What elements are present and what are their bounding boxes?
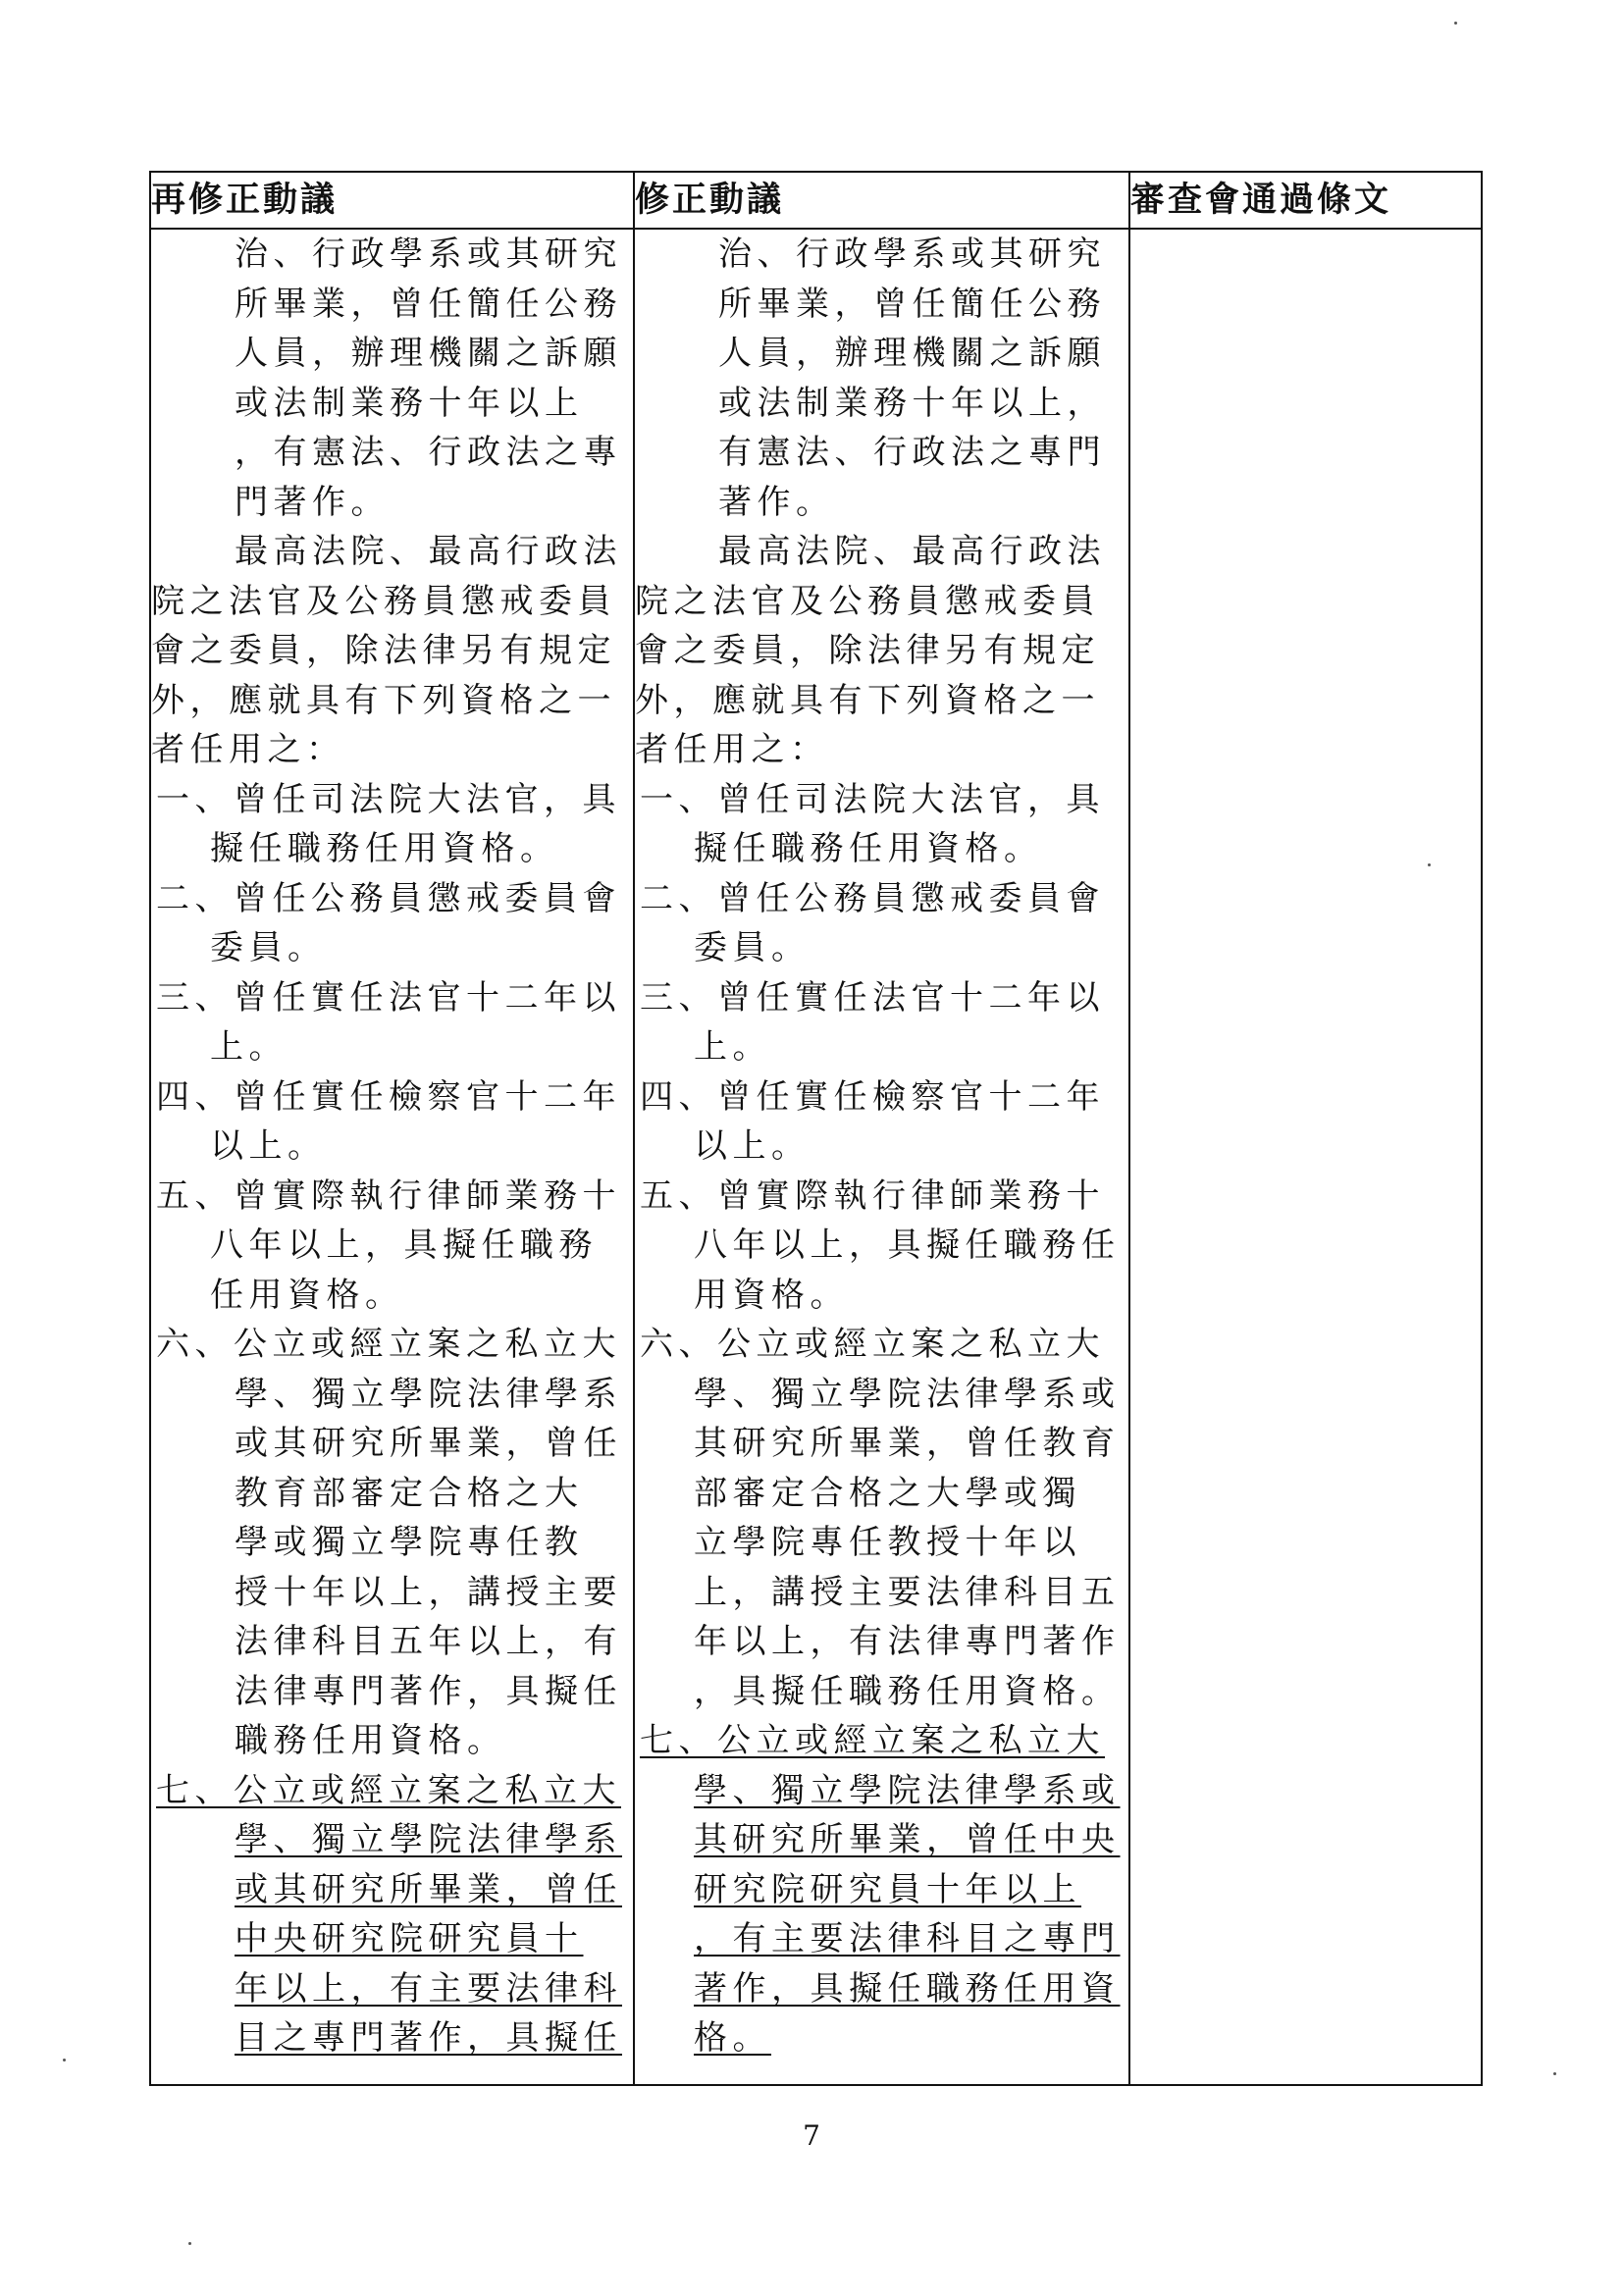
revised-motion-line xyxy=(151,2013,633,2063)
revised-motion-line xyxy=(151,1122,633,1172)
revised-motion-line xyxy=(151,676,633,726)
amendment-motion-line xyxy=(635,1320,1128,1370)
amendment-motion-line xyxy=(635,1469,1128,1519)
amendment-motion-line xyxy=(635,329,1128,379)
amendment-motion-line xyxy=(635,478,1128,528)
amendment-motion-line xyxy=(635,923,1128,973)
amendment-motion-line-text: 七、公立或經立案之私立大 xyxy=(640,1721,1105,1760)
amendment-motion-line-text: 有憲法、行政法之專門 xyxy=(718,433,1106,472)
revised-motion-line-text: 中央研究院研究員十 xyxy=(235,1919,584,1958)
amendment-motion-line xyxy=(635,379,1128,429)
revised-motion-line xyxy=(151,1271,633,1321)
revised-motion-cell xyxy=(150,229,634,2085)
amendment-motion-line xyxy=(635,1716,1128,1766)
revised-motion-line-text: 上。 xyxy=(210,1027,288,1067)
amendment-motion-line xyxy=(635,1370,1128,1420)
revised-motion-line-text: 三、曾任實任法官十二年以 xyxy=(156,977,621,1018)
amendment-motion-line-text: 其研究所畢業，曾任教育 xyxy=(694,1424,1121,1463)
amendment-motion-line xyxy=(635,725,1128,775)
revised-motion-line xyxy=(151,379,633,429)
amendment-motion-line xyxy=(635,1122,1128,1172)
header-committee-approved-text: 審查會通過條文 xyxy=(1129,172,1482,229)
revised-motion-line xyxy=(151,1419,633,1469)
revised-motion-line xyxy=(151,1964,633,2014)
revised-motion-line-text: 或其研究所畢業，曾任 xyxy=(235,1424,622,1463)
amendment-motion-line-text: 研究院研究員十年以上 xyxy=(694,1869,1081,1909)
revised-motion-line-text: 委員。 xyxy=(210,928,327,967)
revised-motion-line xyxy=(151,230,633,280)
amendment-motion-line xyxy=(635,1072,1128,1122)
amendment-motion-line-text: 以上。 xyxy=(694,1126,811,1166)
amendment-motion-line xyxy=(635,973,1128,1023)
amendment-motion-line xyxy=(635,1022,1128,1072)
revised-motion-line xyxy=(151,1716,633,1766)
revised-motion-line-text: 法律科目五年以上，有 xyxy=(235,1622,622,1661)
revised-motion-line xyxy=(151,775,633,825)
amendment-motion-line xyxy=(635,1865,1128,1915)
revised-motion-line xyxy=(151,527,633,577)
amendment-motion-line-text: 立學院專任教授十年以 xyxy=(694,1523,1081,1562)
amendment-motion-line-text: 最高法院、最高行政法 xyxy=(718,532,1106,571)
revised-motion-line xyxy=(151,1469,633,1519)
amendment-motion-line xyxy=(635,824,1128,874)
amendment-motion-line-text: 二、曾任公務員懲戒委員會 xyxy=(640,878,1105,918)
revised-motion-line xyxy=(151,725,633,775)
page-number: 7 xyxy=(803,2119,820,2152)
revised-motion-line-text: 四、曾任實任檢察官十二年 xyxy=(156,1076,621,1117)
amendment-motion-line-text: 或法制業務十年以上， xyxy=(718,383,1106,423)
amendment-motion-line xyxy=(635,676,1128,726)
amendment-motion-line-text: 部審定合格之大學或獨 xyxy=(694,1473,1081,1513)
amendment-motion-line-text: 外，應就具有下列資格之一 xyxy=(635,680,1100,720)
revised-motion-line-text: 八年以上，具擬任職務 xyxy=(210,1226,598,1265)
revised-motion-line-text: 學或獨立學院專任教 xyxy=(235,1523,584,1562)
revised-motion-line-text: 教育部審定合格之大 xyxy=(235,1473,584,1513)
amendment-motion-line-text: 學、獨立學院法律學系或 xyxy=(694,1770,1121,1810)
revised-motion-line-text: 外，應就具有下列資格之一 xyxy=(151,680,616,720)
amendment-motion-line-text: 擬任職務任用資格。 xyxy=(694,829,1043,868)
amendment-motion-line xyxy=(635,1518,1128,1568)
amendment-motion-line-text: 其研究所畢業，曾任中央 xyxy=(694,1820,1121,1859)
scan-speck xyxy=(188,2242,191,2245)
scan-speck xyxy=(63,2059,66,2061)
revised-motion-line-text: 五、曾實際執行律師業務十 xyxy=(156,1175,621,1216)
revised-motion-line xyxy=(151,1221,633,1271)
revised-motion-line-text: 一、曾任司法院大法官，具 xyxy=(156,779,621,819)
amendment-motion-line xyxy=(635,1419,1128,1469)
revised-motion-line-text: 學、獨立學院法律學系 xyxy=(235,1374,622,1414)
amendment-motion-line-text: 人員，辦理機關之訴願 xyxy=(718,334,1106,373)
amendment-motion-line-text: 格。 xyxy=(694,2018,771,2058)
amendment-motion-line xyxy=(635,1914,1128,1964)
amendment-motion-line xyxy=(635,1815,1128,1865)
amendment-motion-line-text: 會之委員，除法律另有規定 xyxy=(635,631,1100,670)
revised-motion-line-text: ，有憲法、行政法之專 xyxy=(235,433,622,472)
revised-motion-line xyxy=(151,626,633,676)
revised-motion-line xyxy=(151,1320,633,1370)
revised-motion-line-text: 門著作。 xyxy=(235,482,390,522)
amendment-motion-line xyxy=(635,577,1128,627)
amendment-motion-line xyxy=(635,1221,1128,1271)
revised-motion-line-text: 或法制業務十年以上 xyxy=(235,383,584,423)
revised-motion-line-text: 所畢業，曾任簡任公務 xyxy=(235,284,622,324)
amendment-motion-line-text: 委員。 xyxy=(694,928,811,967)
amendment-motion-line-text: 學、獨立學院法律學系或 xyxy=(694,1374,1121,1414)
revised-motion-line xyxy=(151,824,633,874)
amendment-motion-line-text: 四、曾任實任檢察官十二年 xyxy=(640,1076,1105,1117)
amendment-motion-line-text: 一、曾任司法院大法官，具 xyxy=(640,779,1105,819)
revised-motion-line-text: 任用資格。 xyxy=(210,1275,404,1315)
revised-motion-line xyxy=(151,1815,633,1865)
amendment-motion-line xyxy=(635,1667,1128,1717)
amendment-motion-line xyxy=(635,2013,1128,2063)
revised-motion-line xyxy=(151,280,633,330)
header-amendment-motion: 修正動議 xyxy=(634,172,1129,229)
revised-motion-line xyxy=(151,1865,633,1915)
header-revised-motion: 再修正動議 xyxy=(150,172,634,229)
revised-motion-line-text: 院之法官及公務員懲戒委員 xyxy=(151,581,616,621)
amendment-motion-line xyxy=(635,775,1128,825)
amendment-motion-line-text: 五、曾實際執行律師業務十 xyxy=(640,1175,1105,1216)
revised-motion-line xyxy=(151,329,633,379)
revised-motion-line xyxy=(151,923,633,973)
revised-motion-line-text: 最高法院、最高行政法 xyxy=(235,532,622,571)
scan-speck xyxy=(1428,863,1431,866)
revised-motion-line-text: 職務任用資格。 xyxy=(235,1721,506,1760)
amendment-motion-line xyxy=(635,1617,1128,1667)
amendment-motion-cell xyxy=(634,229,1129,2085)
amendment-motion-line-text: 上，講授主要法律科目五 xyxy=(694,1572,1121,1612)
amendment-motion-line xyxy=(635,1172,1128,1222)
revised-motion-line-text: 學、獨立學院法律學系 xyxy=(235,1820,622,1859)
revised-motion-line-text: 者任用之： xyxy=(151,730,345,769)
revised-motion-line xyxy=(151,1518,633,1568)
revised-motion-line xyxy=(151,1022,633,1072)
revised-motion-line-text: 目之專門著作，具擬任 xyxy=(235,2018,622,2058)
amendment-motion-line-text: 院之法官及公務員懲戒委員 xyxy=(635,581,1100,621)
amendment-motion-line-text: 所畢業，曾任簡任公務 xyxy=(718,284,1106,324)
amendment-motion-line xyxy=(635,428,1128,478)
scan-speck xyxy=(1553,2072,1556,2075)
amendment-motion-line-text: 上。 xyxy=(694,1027,771,1067)
revised-motion-line-text: 二、曾任公務員懲戒委員會 xyxy=(156,878,621,918)
amendment-motion-line-text: 年以上，有法律專門著作 xyxy=(694,1622,1121,1661)
amendment-motion-line-text: 著作，具擬任職務任用資 xyxy=(694,1968,1121,2009)
amendment-motion-line-text: ，具擬任職務任用資格。 xyxy=(694,1671,1121,1711)
amendment-motion-line-text: 治、行政學系或其研究 xyxy=(718,235,1106,274)
revised-motion-line-text: 六、公立或經立案之私立大 xyxy=(156,1325,621,1364)
revised-motion-line xyxy=(151,1667,633,1717)
amendment-motion-line xyxy=(635,1766,1128,1816)
amendment-motion-line xyxy=(635,1568,1128,1618)
revised-motion-line xyxy=(151,1617,633,1667)
revised-motion-line-text: 擬任職務任用資格。 xyxy=(210,829,559,868)
revised-motion-line xyxy=(151,577,633,627)
amendment-motion-line-text: 八年以上，具擬任職務任 xyxy=(694,1226,1121,1265)
amendment-motion-line-text: 者任用之： xyxy=(635,730,829,769)
amendment-motion-line xyxy=(635,874,1128,924)
revised-motion-line xyxy=(151,874,633,924)
amendment-motion-line xyxy=(635,280,1128,330)
amendment-motion-line xyxy=(635,1964,1128,2014)
revised-motion-line-text: 授十年以上，講授主要 xyxy=(235,1572,622,1612)
revised-motion-line xyxy=(151,973,633,1023)
revised-motion-line-text: 年以上，有主要法律科 xyxy=(235,1968,622,2009)
revised-motion-line xyxy=(151,1370,633,1420)
revised-motion-line xyxy=(151,1914,633,1964)
body-row xyxy=(150,229,1482,2085)
committee-approved-cell xyxy=(1129,229,1482,2085)
revised-motion-line-text: 人員，辦理機關之訴願 xyxy=(235,334,622,373)
amendment-motion-line xyxy=(635,527,1128,577)
revised-motion-line xyxy=(151,1172,633,1222)
scan-speck xyxy=(1454,22,1457,25)
revised-motion-line xyxy=(151,428,633,478)
amendment-motion-line xyxy=(635,1271,1128,1321)
header-row xyxy=(150,172,1482,229)
revised-motion-line-text: 治、行政學系或其研究 xyxy=(235,235,622,274)
amendment-motion-line-text: 著作。 xyxy=(718,482,835,522)
revised-motion-line-text: 法律專門著作，具擬任 xyxy=(235,1671,622,1711)
revised-motion-line xyxy=(151,1766,633,1816)
amendment-motion-line xyxy=(635,230,1128,280)
revised-motion-line-text: 會之委員，除法律另有規定 xyxy=(151,631,616,670)
revised-motion-line-text: 以上。 xyxy=(210,1126,327,1166)
revised-motion-line xyxy=(151,1568,633,1618)
amendment-motion-line-text: 六、公立或經立案之私立大 xyxy=(640,1325,1105,1364)
revised-motion-line xyxy=(151,1072,633,1122)
amendment-motion-line-text: 三、曾任實任法官十二年以 xyxy=(640,977,1105,1018)
amendment-motion-line-text: 用資格。 xyxy=(694,1275,849,1315)
revised-motion-line xyxy=(151,478,633,528)
revised-motion-line-text: 或其研究所畢業，曾任 xyxy=(235,1869,622,1909)
amendment-motion-line xyxy=(635,626,1128,676)
revised-motion-line-text: 七、公立或經立案之私立大 xyxy=(156,1770,621,1810)
amendment-motion-line-text: ，有主要法律科目之專門 xyxy=(694,1919,1121,1958)
comparison-table xyxy=(149,171,1483,2086)
